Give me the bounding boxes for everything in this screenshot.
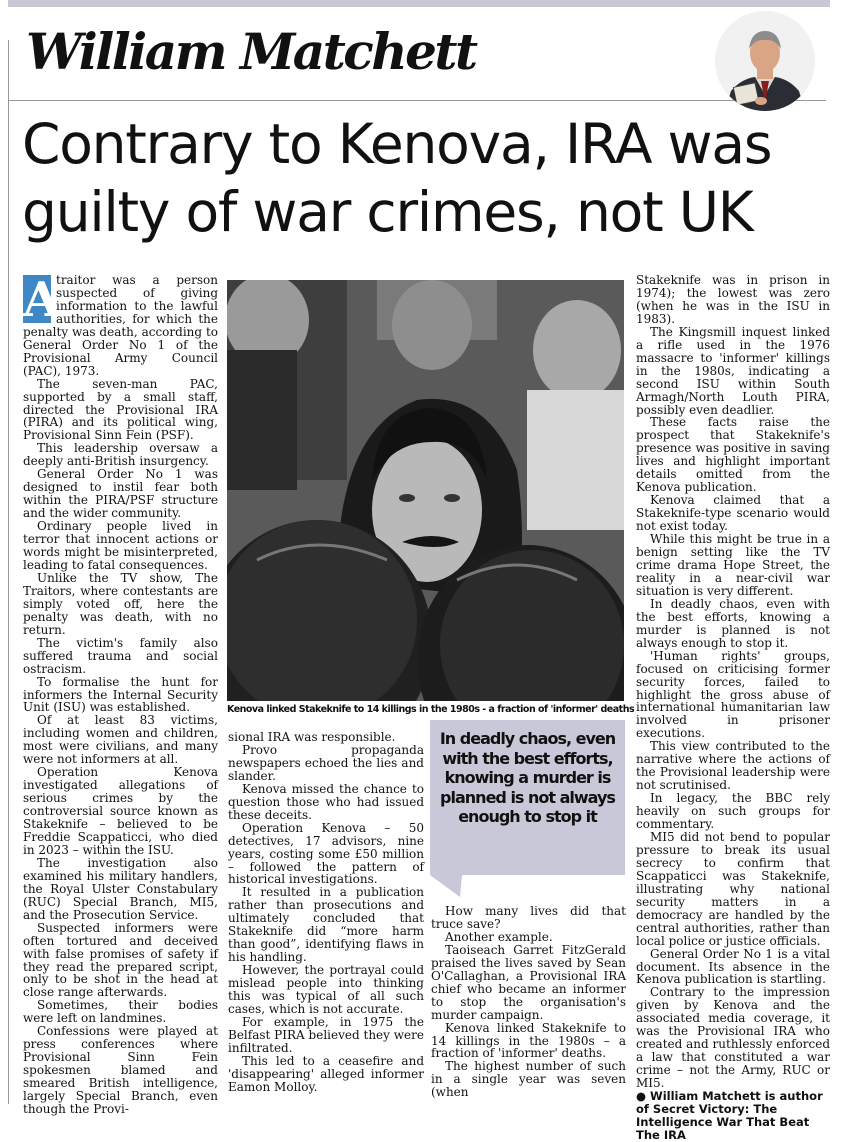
paragraph: This leadership oversaw a deeply anti-British insurgency.: [23, 441, 218, 469]
paragraph: Stakeknife was in prison in 1974); the lowest was zero (when he was in the ISU in 1983).: [636, 273, 830, 326]
headline-line-1: Contrary to Kenova, IRA was: [22, 112, 772, 176]
pull-quote-tail: [430, 875, 462, 897]
article-column-4: [636, 274, 830, 1142]
article-column-2: [228, 731, 424, 1094]
paragraph: sional IRA was responsible.: [228, 730, 396, 744]
paragraph: Operation Kenova investigated allegations of serious crimes by the controversial source known as Stakeknife – believed to be Freddie Scappaticci, who died in 2023 – within the ISU.: [23, 765, 218, 857]
paragraph: Ordinary people lived in terror that innocent actions or words might be misinterpreted, leading to fatal consequences.: [23, 519, 218, 572]
paragraph: In legacy, the BBC rely heavily on such groups for commentary.: [636, 791, 830, 832]
paragraph: Unlike the TV show, The Traitors, where contestants are simply voted off, here the penalty was death, with no return.: [23, 570, 218, 637]
paragraph: The seven-man PAC, supported by a small staff, directed the Provisional IRA (PIRA) and its political wing, Provisional Sinn Fein (PSF).: [23, 376, 218, 443]
paragraph: Another example.: [445, 929, 553, 944]
paragraph: Taoiseach Garret FitzGerald praised the lives saved by Sean O'Callaghan, a Provisional IRA chief who became an informer to stop the organisation's murder campaign.: [431, 942, 626, 1022]
news-photo: [227, 280, 624, 701]
author-bio: ● William Matchett is author of Secret Victory: The Intelligence War That Beat The IRA: [636, 1089, 823, 1142]
headline: [22, 110, 832, 246]
paragraph: MI5 did not bend to popular pressure to break its usual secrecy to confirm that Scappaticci was Stakeknife, illustrating why national security matters in a democracy are handled by the central authorities, rather than local police or justice officials.: [636, 829, 830, 948]
paragraph: The investigation also examined his military handlers, the Royal Ulster Constabulary (RUC) Special Branch, MI5, and the Prosecution Service.: [23, 855, 218, 922]
paragraph: How many lives did that truce save?: [431, 904, 626, 931]
paragraph: A traitor was a person suspected of giving information to the lawful authorities, for which the penalty was death, according to General Order No 1 of the Provisional Army Council (PAC), 1973.: [23, 272, 218, 378]
paragraph: Kenova missed the chance to question those who had issued these deceits.: [228, 781, 424, 822]
paragraph: Of at least 83 victims, including women and children, most were civilians, and many were not informers at all.: [23, 713, 218, 767]
paragraph: Sometimes, their bodies were left on landmines.: [23, 998, 218, 1026]
left-rule: [8, 40, 9, 1104]
paragraph: The victim's family also suffered trauma and social ostracism.: [23, 635, 218, 676]
paragraph: Confessions were played at press conferences where Provisional Sinn Fein spokesmen blamed and smeared British intelligence, largely Special Branch, even though the Provi-: [23, 1024, 218, 1116]
paragraph: Provo propaganda newspapers echoed the lies and slander.: [228, 742, 424, 783]
paragraph: Contrary to the impression given by Kenova and the associated media coverage, it was the Provisional IRA who created and ruthlessly enforced a law that constituted a war crime – not the Army, RUC or MI5.: [636, 985, 830, 1091]
headline-line-2: guilty of war crimes, not UK: [22, 180, 753, 244]
paragraph: Operation Kenova – 50 detectives, 17 advisors, nine years, costing some £50 million – followed the pattern of historical investigations.: [228, 820, 424, 887]
drop-cap: A: [23, 272, 61, 328]
article-column-3: [431, 905, 626, 1099]
paragraph: The Kingsmill inquest linked a rifle used in the 1976 massacre to 'informer' killings in the 1980s, indicating a second ISU within South Armagh/North Louth PIRA, possibly even deadlier.: [636, 324, 830, 417]
paragraph: This view contributed to the narrative where the actions of the Provisional leadership were not scrutinised.: [636, 739, 830, 793]
article-column-1: [23, 274, 218, 1116]
author-headshot: [715, 11, 815, 111]
paragraph: Suspected informers were often tortured and deceived with false promises of safety if they read the prepared script, only to be shot in the head at close range afterwards.: [23, 920, 218, 1000]
paragraph: For example, in 1975 the Belfast PIRA believed they were infiltrated.: [228, 1014, 424, 1055]
paragraph: Kenova claimed that a Stakeknife-type scenario would not exist today.: [636, 493, 830, 534]
paragraph: This led to a ceasefire and 'disappearing' alleged informer Eamon Molloy.: [228, 1053, 424, 1094]
paragraph: Kenova linked Stakeknife to 14 killings in the 1980s – a fraction of 'informer' deaths.: [431, 1020, 626, 1061]
pull-quote: In deadly chaos, even with the best efforts, knowing a murder is planned is not always enough to stop it: [430, 720, 625, 875]
paragraph: To formalise the hunt for informers the Internal Security Unit (ISU) was established.: [23, 674, 218, 715]
paragraph: 'Human rights' groups, focused on criticising former security forces, failed to highlight the gross abuse of international humanitarian law involved in prisoner executions.: [636, 648, 830, 741]
header-rule: [9, 100, 826, 101]
author-byline: William Matchett: [26, 22, 476, 81]
paragraph: The highest number of such in a single year was seven (when: [431, 1059, 626, 1100]
paragraph: In deadly chaos, even with the best efforts, knowing a murder is planned is not always enough to stop it.: [636, 596, 830, 650]
paragraph: General Order No 1 is a vital document. Its absence in the Kenova publication is startling.: [636, 946, 830, 987]
paragraph: It resulted in a publication rather than prosecutions and ultimately concluded that Stakeknife did “more harm than good”, identifying flaws in his handling.: [228, 885, 424, 965]
paragraph: General Order No 1 was designed to instil fear both within the PIRA/PSF structure and the wider community.: [23, 467, 218, 521]
top-bar: [8, 0, 830, 7]
photo-caption: Kenova linked Stakeknife to 14 killings in the 1980s - a fraction of 'informer' deaths: [227, 704, 635, 715]
paragraph: While this might be true in a benign setting like the TV crime drama Hope Street, the reality in a near-civil war situation is very different.: [636, 532, 830, 598]
paragraph: These facts raise the prospect that Stakeknife's presence was positive in saving lives and highlight important details omitted from the Kenova publication.: [636, 415, 830, 495]
paragraph: However, the portrayal could mislead people into thinking this was typical of all such cases, which is not accurate.: [228, 963, 424, 1017]
